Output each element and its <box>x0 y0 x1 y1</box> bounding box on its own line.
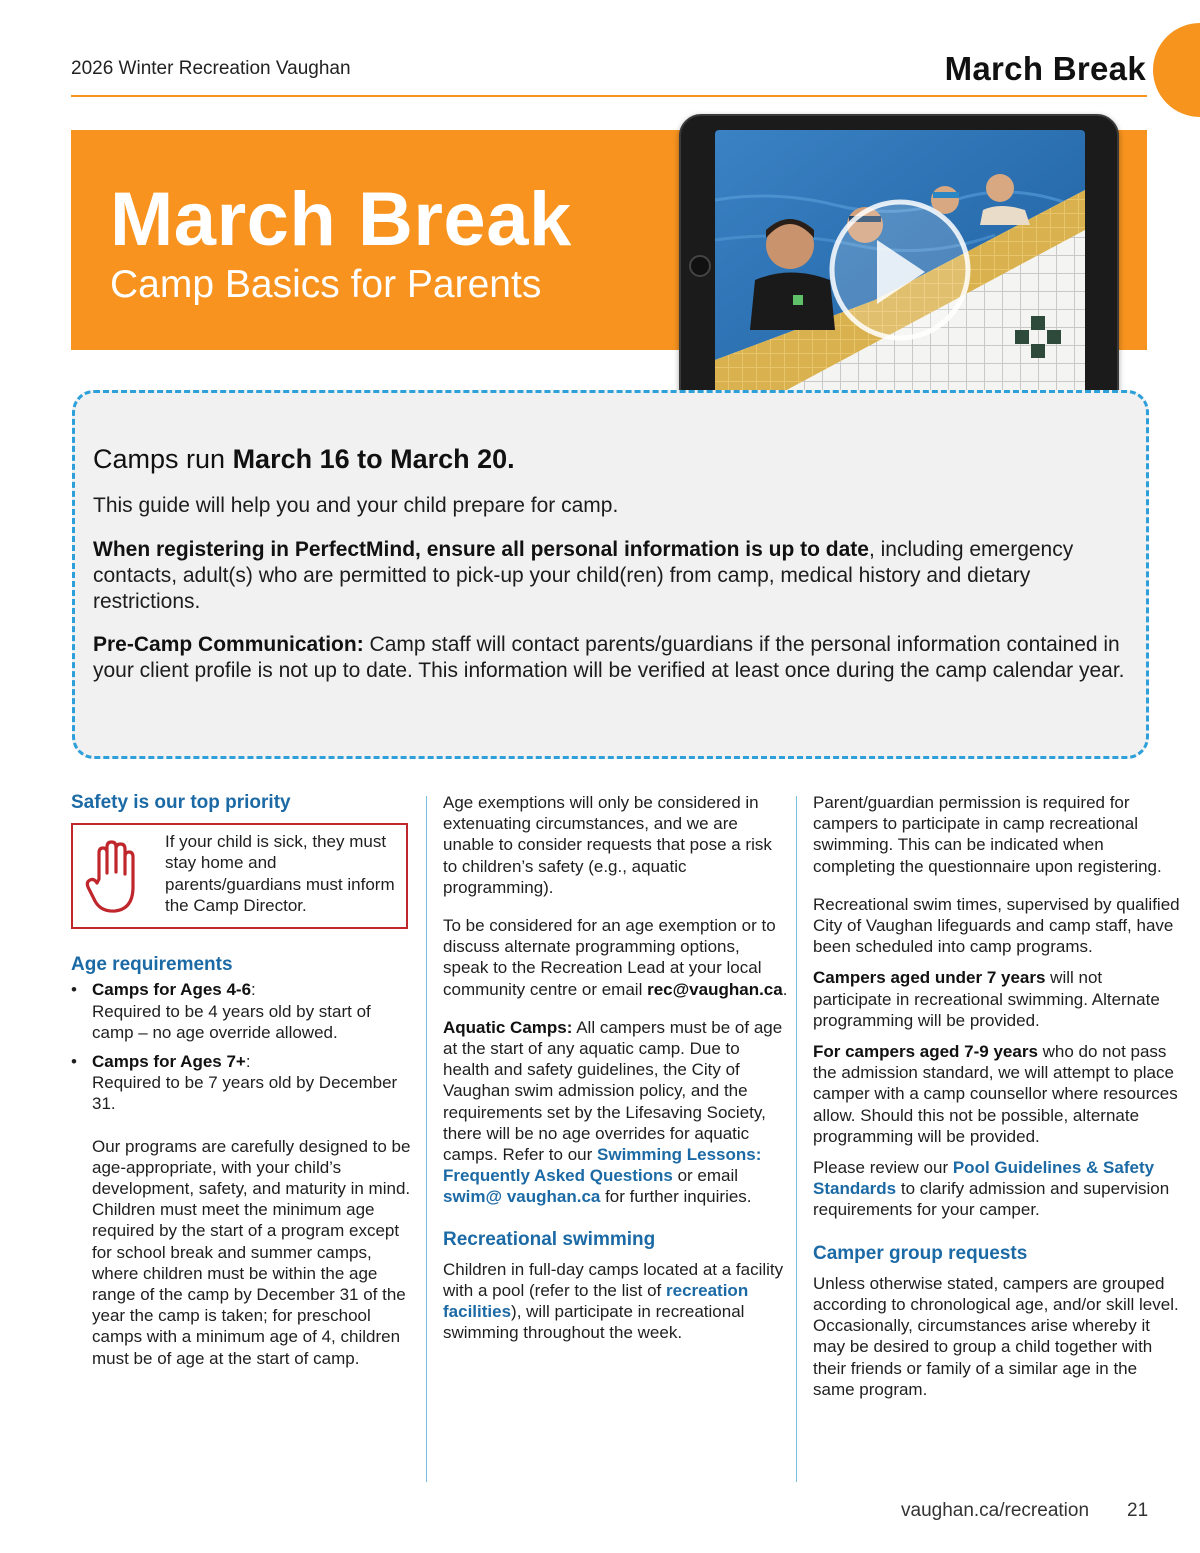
sentence-end: . <box>782 979 788 999</box>
under7-body: will not participate in recreational swimming. Alternate programming will be provided. <box>813 968 1160 1030</box>
age-heading: Age requirements <box>71 954 233 976</box>
column-middle <box>443 792 788 1344</box>
age-list <box>71 979 411 1114</box>
play-icon[interactable] <box>855 232 935 312</box>
recreation-facilities-link[interactable]: recreation facilities <box>443 1281 749 1322</box>
rec-body: Children in full-day camps located at a facility with a pool (refer to the list of <box>443 1259 784 1301</box>
column-right <box>813 792 1183 1400</box>
column-divider <box>426 796 427 1482</box>
age79-body: who do not pass the admission standard, we will attempt to place camper with a camp counsellor where resources allow. Should this not be possible, alternate programming will be provided. <box>813 1042 1178 1146</box>
header-divider <box>71 95 1147 97</box>
exemption-request-body: To be considered for an age exemption or to discuss alternate programming options, speak to the Recreation Lead at your local community centre or email <box>443 916 776 999</box>
page-number: 21 <box>1127 1500 1149 1521</box>
review-end: to clarify admission and supervision requirements for your camper. <box>813 1179 1170 1220</box>
safety-heading: Safety is our top priority <box>71 792 291 813</box>
pool-guidelines-text <box>813 1157 1183 1221</box>
camp-dates-heading <box>93 444 1128 475</box>
review-body: Please review our <box>813 1158 953 1178</box>
safety-text: If your child is sick, they must stay home and parents/guardians must inform the Camp Director. <box>165 832 395 915</box>
age79-text <box>813 1041 1183 1147</box>
under7-bold: Campers aged under 7 years <box>813 968 1046 988</box>
column-left <box>71 792 411 1369</box>
registering-text: , including emergency contacts, adult(s) who are permitted to pick-up your child(ren) from camp, medical history and dietary restrictions. <box>93 538 1074 613</box>
section-title: March Break <box>944 50 1146 87</box>
bullet-text: Required to be 4 years old by start of camp – no age override allowed. <box>92 1001 371 1042</box>
list-item <box>71 979 411 1043</box>
pool-guidelines-link[interactable]: Pool Guidelines & Safety Standards <box>813 1158 1155 1199</box>
programs-text: Our programs are carefully designed to be age-appropriate, with your child’s development, safety, and maturity in mind. Children must meet the minimum age required by the start of a program except for school break and summer camps, where children must be within the age range of the camp by December 31 of the year the camp is taken; for preschool camps with a minimum age of 4, children must be of age at the start of camp. <box>92 1136 411 1368</box>
safety-callout <box>71 823 408 929</box>
banner-title: March Break <box>110 177 572 262</box>
aquatic-bold: Aquatic Camps: <box>443 1017 573 1037</box>
stop-hand-icon <box>85 839 141 915</box>
banner-subtitle: Camp Basics for Parents <box>110 263 542 306</box>
video-thumbnail[interactable] <box>715 130 1085 407</box>
bullet-text: Required to be 7 years old by December 31. <box>92 1073 398 1114</box>
swim-email-link[interactable]: swim@ vaughan.ca <box>443 1187 601 1207</box>
registering-bold: When registering in PerfectMind, ensure all personal information is up to date <box>93 538 869 561</box>
camp-dates-prefix: Camps run <box>93 444 233 474</box>
age79-bold: For campers aged 7-9 years <box>813 1042 1038 1062</box>
aquatic-camps-text <box>443 1017 788 1208</box>
bullet-colon: : <box>251 980 256 1000</box>
rec-email[interactable]: rec@vaughan.ca <box>647 979 783 999</box>
group-requests-heading: Camper group requests <box>813 1242 1028 1264</box>
rec-end: ), will participate in recreational swimming throughout the week. <box>443 1302 745 1343</box>
rec-swimming-text <box>443 1259 788 1344</box>
tablet-home-button <box>689 255 711 277</box>
group-requests-text: Unless otherwise stated, campers are grouped according to chronological age, and/or skill level. Occasionally, circumstances arise whereby it may be desired to group a child together with their friends or family of a similar age in the same program. <box>813 1273 1179 1399</box>
aquatic-end: for further inquiries. <box>600 1187 752 1207</box>
bullet-icon: • <box>71 1052 77 1072</box>
camp-dates: March 16 to March 20. <box>232 444 515 474</box>
exemptions-text: Age exemptions will only be considered in extenuating circumstances, and we are unable to consider requests that pose a risk to children’s safety (e.g., aquatic programming). <box>443 793 772 897</box>
swimming-faq-link[interactable]: Swimming Lessons: Frequently Asked Questions <box>443 1145 762 1186</box>
bullet-icon: • <box>71 980 77 1000</box>
registering-note <box>93 537 1128 615</box>
list-item <box>71 1051 411 1115</box>
precamp-note <box>93 632 1128 684</box>
precamp-text: Camp staff will contact parents/guardians if the personal information contained in your client profile is not up to date. This information will be verified at least once during the camp calendar year. <box>93 633 1125 682</box>
guide-intro: This guide will help you and your child prepare for camp. <box>93 494 619 517</box>
column-divider <box>796 796 797 1482</box>
bullet-colon: : <box>245 1052 251 1072</box>
aquatic-or: or email <box>672 1166 739 1186</box>
aquatic-body: All campers must be of age at the start of any aquatic camp. Due to health and safety guidelines, the City of Vaughan swim admission policy, and the requirements set by the Lifesaving Society, there will be no age overrides for aquatic camps. Refer to our <box>443 1017 783 1165</box>
under7-text <box>813 967 1183 1031</box>
precamp-bold: Pre-Camp Communication: <box>93 633 364 656</box>
footer-url[interactable]: vaughan.ca/recreation <box>901 1500 1090 1521</box>
exemption-request-text <box>443 915 788 1000</box>
section-tab <box>1153 23 1200 117</box>
bullet-label: Camps for Ages 4-6 <box>92 980 252 1000</box>
permission-text: Parent/guardian permission is required for campers to participate in camp recreational swimming. This can be indicated when completing the questionnaire upon registering. <box>813 793 1162 876</box>
swim-times-text: Recreational swim times, supervised by qualified City of Vaughan lifeguards and camp staff, have been scheduled into camp programs. <box>813 894 1180 957</box>
bullet-label: Camps for Ages 7+ <box>92 1052 246 1072</box>
publication-title: 2026 Winter Recreation Vaughan <box>71 58 351 79</box>
rec-swimming-heading: Recreational swimming <box>443 1228 656 1250</box>
